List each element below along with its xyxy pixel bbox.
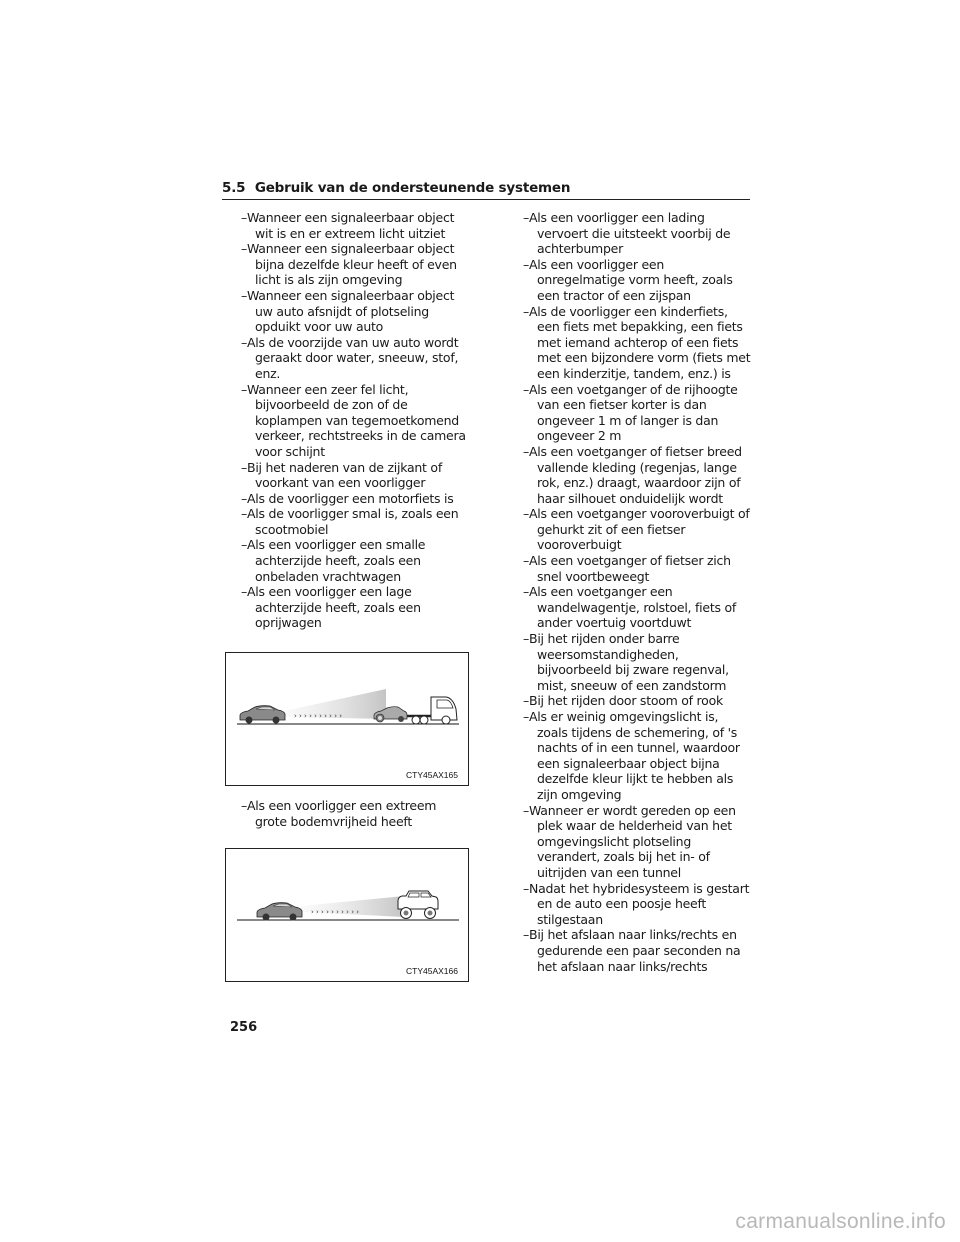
left-column-middle xyxy=(230,798,470,829)
list-item: – Nadat het hybridesysteem is gestart en de auto een poosje heeft stilgestaan xyxy=(512,881,752,928)
right-bullet-list xyxy=(512,210,752,974)
list-item: – Wanneer een signaleerbaar object bijna dezelfde kleur heeft of even licht is als zijn omgeving xyxy=(230,241,470,288)
list-item: – Als een voorligger een lage achterzijde heeft, zoals een oprijwagen xyxy=(230,584,470,631)
figure-code: CTY45AX166 xyxy=(406,966,458,976)
left-bullet-list-2 xyxy=(230,798,470,829)
list-item: – Als een voetganger of fietser zich snel voortbeweegt xyxy=(512,553,752,584)
page-number: 256 xyxy=(230,1020,258,1035)
figure-code: CTY45AX165 xyxy=(406,770,458,780)
list-item: – Wanneer een signaleerbaar object wit is en er extreem licht uitziet xyxy=(230,210,470,241)
list-item: – Als een voetganger vooroverbuigt of gehurkt zit of een fietser vooroverbuigt xyxy=(512,506,752,553)
list-item: – Wanneer een signaleerbaar object uw auto afsnijdt of plotseling opduikt voor uw auto xyxy=(230,288,470,335)
tow-truck-icon xyxy=(407,697,457,724)
svg-text:› › › › › › › › › ›: › › › › › › › › › › xyxy=(311,908,360,916)
list-item: – Wanneer er wordt gereden op een plek waar de helderheid van het omgevingslicht plotseling verandert, zoals bij het in- of uitrijden van een tunnel xyxy=(512,803,752,881)
section-title: Gebruik van de ondersteunende systemen xyxy=(254,180,571,196)
detection-arrows xyxy=(294,712,342,720)
list-item: – Als een voetganger een wandelwagentje, rolstoel, fiets of ander voertuig voortduwt xyxy=(512,584,752,631)
list-item: – Bij het rijden onder barre weersomstandigheden, bijvoorbeeld bij zware regenval, mist, sneeuw of een zandstorm xyxy=(512,631,752,693)
list-item: – Bij het rijden door stoom of rook xyxy=(512,693,752,709)
high-clearance-vehicle-icon xyxy=(398,891,438,919)
section-number: 5.5 xyxy=(222,180,246,196)
illustration-high-clearance xyxy=(226,849,470,983)
left-column xyxy=(230,210,470,631)
list-item: – Als de voorzijde van uw auto wordt geraakt door water, sneeuw, stof, enz. xyxy=(230,335,470,382)
list-item: – Als een voetganger of de rijhoogte van een fietser korter is dan ongeveer 1 m of langer is dan ongeveer 2 m xyxy=(512,382,752,444)
right-column xyxy=(512,210,752,974)
list-item: – Als een voorligger een smalle achterzijde heeft, zoals een onbeladen vrachtwagen xyxy=(230,537,470,584)
list-item: – Als de voorligger een motorfiets is xyxy=(230,491,470,507)
detection-arrows xyxy=(311,908,359,916)
list-item: – Wanneer een zeer fel licht, bijvoorbeeld de zon of de koplampen van tegemoetkomend verkeer, rechtstreeks in de camera voor schijnt xyxy=(230,382,470,460)
list-item: – Als de voorligger smal is, zoals een scootmobiel xyxy=(230,506,470,537)
figure-low-trailer xyxy=(225,652,469,786)
left-bullet-list xyxy=(230,210,470,631)
list-item: – Als een voetganger of fietser breed vallende kleding (regenjas, lange rok, enz.) draagt, waardoor zijn of haar silhouet onduidelijk wordt xyxy=(512,444,752,506)
list-item: – Als de voorligger een kinderfiets, een fiets met bepakking, een fiets met iemand achterop of een fiets met een bijzondere vorm (fiets met een kinderzitje, tandem, enz.) is xyxy=(512,304,752,382)
list-item: – Bij het afslaan naar links/rechts en gedurende een paar seconden na het afslaan naar links/rechts xyxy=(512,927,752,974)
figure-high-clearance xyxy=(225,848,469,982)
list-item: – Als een voorligger een onregelmatige vorm heeft, zoals een tractor of een zijspan xyxy=(512,257,752,304)
own-car-icon xyxy=(257,903,302,921)
list-item: – Als er weinig omgevingslicht is, zoals tijdens de schemering, of 's nachts of in een tunnel, waardoor een signaleerbaar object bijna dezelfde kleur lijkt te hebben als zijn omgeving xyxy=(512,709,752,803)
illustration-low-trailer xyxy=(226,653,470,787)
svg-text:› › › › › › › › › ›: › › › › › › › › › › xyxy=(294,712,343,720)
list-item: – Bij het naderen van de zijkant of voorkant van een voorligger xyxy=(230,460,470,491)
section-header xyxy=(222,180,750,200)
list-item: – Als een voorligger een extreem grote bodemvrijheid heeft xyxy=(230,798,470,829)
own-car-icon xyxy=(240,706,285,724)
list-item: – Als een voorligger een lading vervoert die uitsteekt voorbij de achterbumper xyxy=(512,210,752,257)
watermark: carmanualsonline.info xyxy=(735,1210,946,1233)
